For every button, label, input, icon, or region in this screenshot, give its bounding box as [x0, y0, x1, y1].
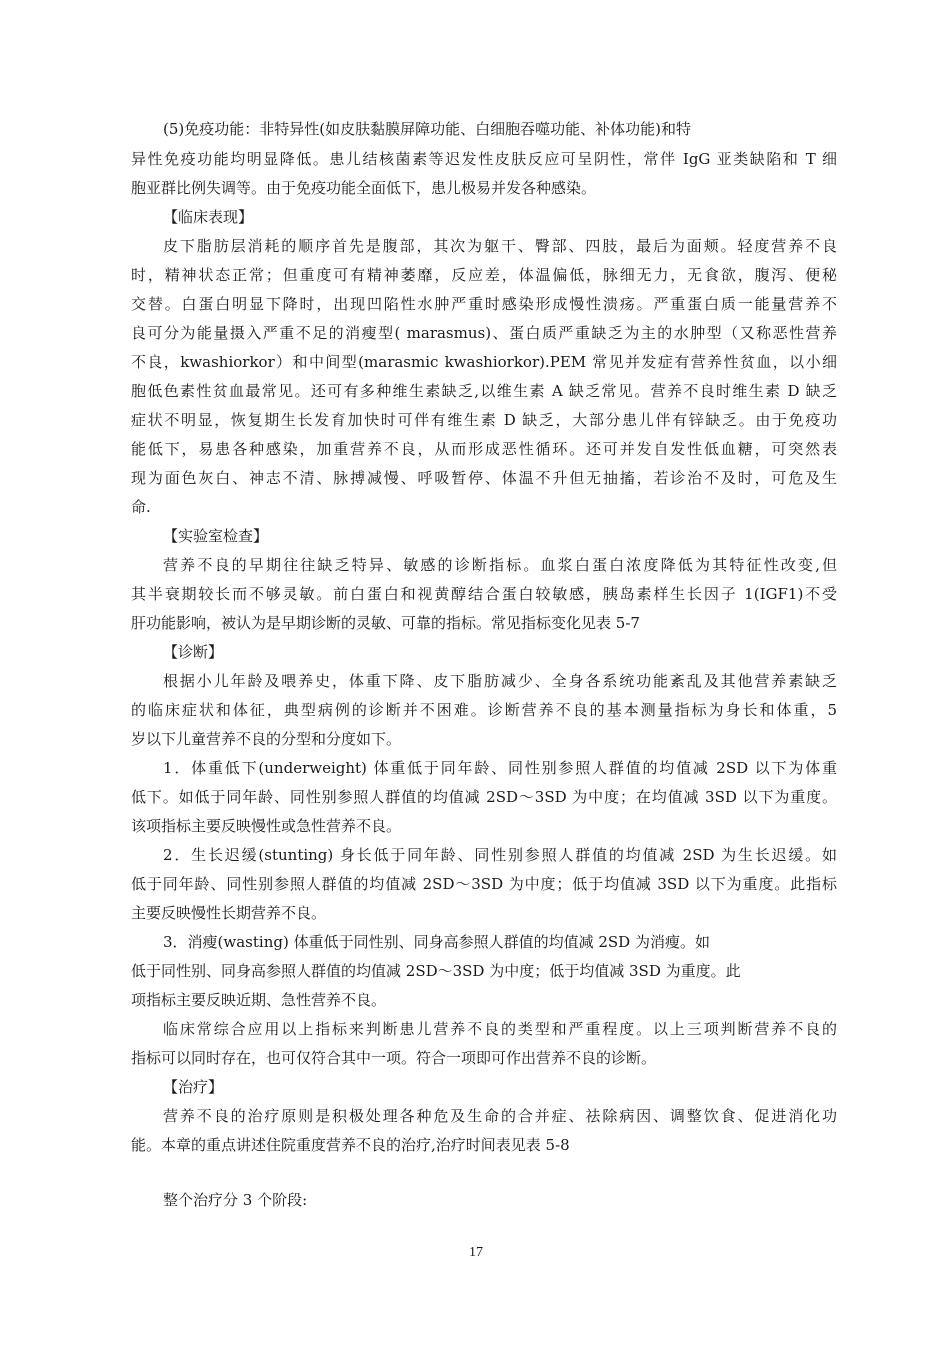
text-line: 时，精神状态正常；但重度可有精神萎靡，反应差，体温偏低，脉细无力，无食欲，腹泻、便秘	[131, 266, 837, 284]
text-line: 症状不明显，恢复期生长发育加快时可伴有维生素 D 缺乏，大部分患儿伴有锌缺乏。由于免疫功	[131, 411, 837, 429]
text-line: 1．体重低下(underweight) 体重低于同年龄、同性别参照人群值的均值减 2SD 以下为体重	[163, 759, 837, 777]
section-heading: 【实验室检查】	[163, 527, 269, 545]
text-line: 皮下脂肪层消耗的顺序首先是腹部，其次为躯干、臀部、四肢，最后为面颊。轻度营养不良	[163, 237, 837, 255]
text-line: (5)免疫功能：非特异性(如皮肤黏膜屏障功能、白细胞吞噬功能、补体功能)和特	[163, 120, 691, 138]
text-line: 的临床症状和体征，典型病例的诊断并不困难。诊断营养不良的基本测量指标为身长和体重，5	[131, 701, 837, 719]
text-line: 低于同年龄、同性别参照人群值的均值减 2SD～3SD 为中度；低于均值减 3SD 以下为重度。此指标	[131, 875, 837, 893]
text-line: 岁以下儿童营养不良的分型和分度如下。	[131, 730, 402, 748]
text-line: 胞低色素性贫血最常见。还可有多种维生素缺乏,以维生素 A 缺乏常见。营养不良时维生素 D 缺乏	[131, 382, 837, 400]
text-line: 能。本章的重点讲述住院重度营养不良的治疗,治疗时间表见表 5-8	[131, 1136, 570, 1154]
text-line: 营养不良的早期往往缺乏特异、敏感的诊断指标。血浆白蛋白浓度降低为其特征性改变,但	[163, 556, 837, 574]
text-line: 2．生长迟缓(stunting) 身长低于同年龄、同性别参照人群值的均值减 2SD 为生长迟缓。如	[163, 846, 837, 864]
text-line: 命.	[131, 498, 151, 516]
page-number: 17	[469, 1245, 483, 1260]
text-line: 营养不良的治疗原则是积极处理各种危及生命的合并症、祛除病因、调整饮食、促进消化功	[163, 1107, 837, 1125]
text-line: 该项指标主要反映慢性或急性营养不良。	[131, 817, 402, 835]
text-line: 良可分为能量摄入严重不足的消瘦型( marasmus)、蛋白质严重缺乏为主的水肿型（又称恶性营养	[131, 324, 837, 342]
text-line: 胞亚群比例失调等。由于免疫功能全面低下，患儿极易并发各种感染。	[131, 179, 597, 197]
text-line: 指标可以同时存在，也可仅符合其中一项。符合一项即可作出营养不良的诊断。	[131, 1049, 657, 1067]
text-line: 低下。如低于同年龄、同性别参照人群值的均值减 2SD～3SD 为中度；在均值减 3SD 以下为重度。	[131, 788, 837, 806]
text-line: 不良，kwashiorkor）和中间型(marasmic kwashiorkor).PEM 常见并发症有营养性贫血，以小细	[131, 353, 837, 371]
text-line: 异性免疫功能均明显降低。患儿结核菌素等迟发性皮肤反应可呈阴性，常伴 IgG 亚类缺陷和 T 细	[131, 150, 837, 168]
text-line: 其半衰期较长而不够灵敏。前白蛋白和视黄醇结合蛋白较敏感，胰岛素样生长因子 1(IGF1)不受	[131, 585, 837, 603]
text-line: 整个治疗分 3 个阶段:	[163, 1191, 308, 1209]
text-line: 项指标主要反映近期、急性营养不良。	[131, 991, 387, 1009]
text-line: 能低下，易患各种感染，加重营养不良，从而形成恶性循环。还可并发自发性低血糖，可突然表	[131, 440, 837, 458]
text-line: 主要反映慢性长期营养不良。	[131, 904, 327, 922]
section-heading: 【诊断】	[163, 643, 224, 661]
section-heading: 【治疗】	[163, 1078, 224, 1096]
text-line: 根据小儿年龄及喂养史，体重下降、皮下脂肪减少、全身各系统功能紊乱及其他营养素缺乏	[163, 672, 837, 690]
text-line: 现为面色灰白、神志不清、脉搏减慢、呼吸暂停、体温不升但无抽搐，若诊治不及时，可危及生	[131, 469, 837, 487]
text-line: 肝功能影响，被认为是早期诊断的灵敏、可靠的指标。常见指标变化见表 5-7	[131, 614, 640, 632]
text-line: 低于同性别、同身高参照人群值的均值减 2SD～3SD 为中度；低于均值减 3SD 为重度。此	[131, 962, 741, 980]
section-heading: 【临床表现】	[163, 208, 254, 226]
text-line: 临床常综合应用以上指标来判断患儿营养不良的类型和严重程度。以上三项判断营养不良的	[163, 1020, 837, 1038]
text-line: 交替。白蛋白明显下降时，出现凹陷性水肿严重时感染形成慢性溃疡。严重蛋白质一能量营养不	[131, 295, 837, 313]
text-line: 3．消瘦(wasting) 体重低于同性别、同身高参照人群值的均值减 2SD 为消瘦。如	[163, 933, 710, 951]
